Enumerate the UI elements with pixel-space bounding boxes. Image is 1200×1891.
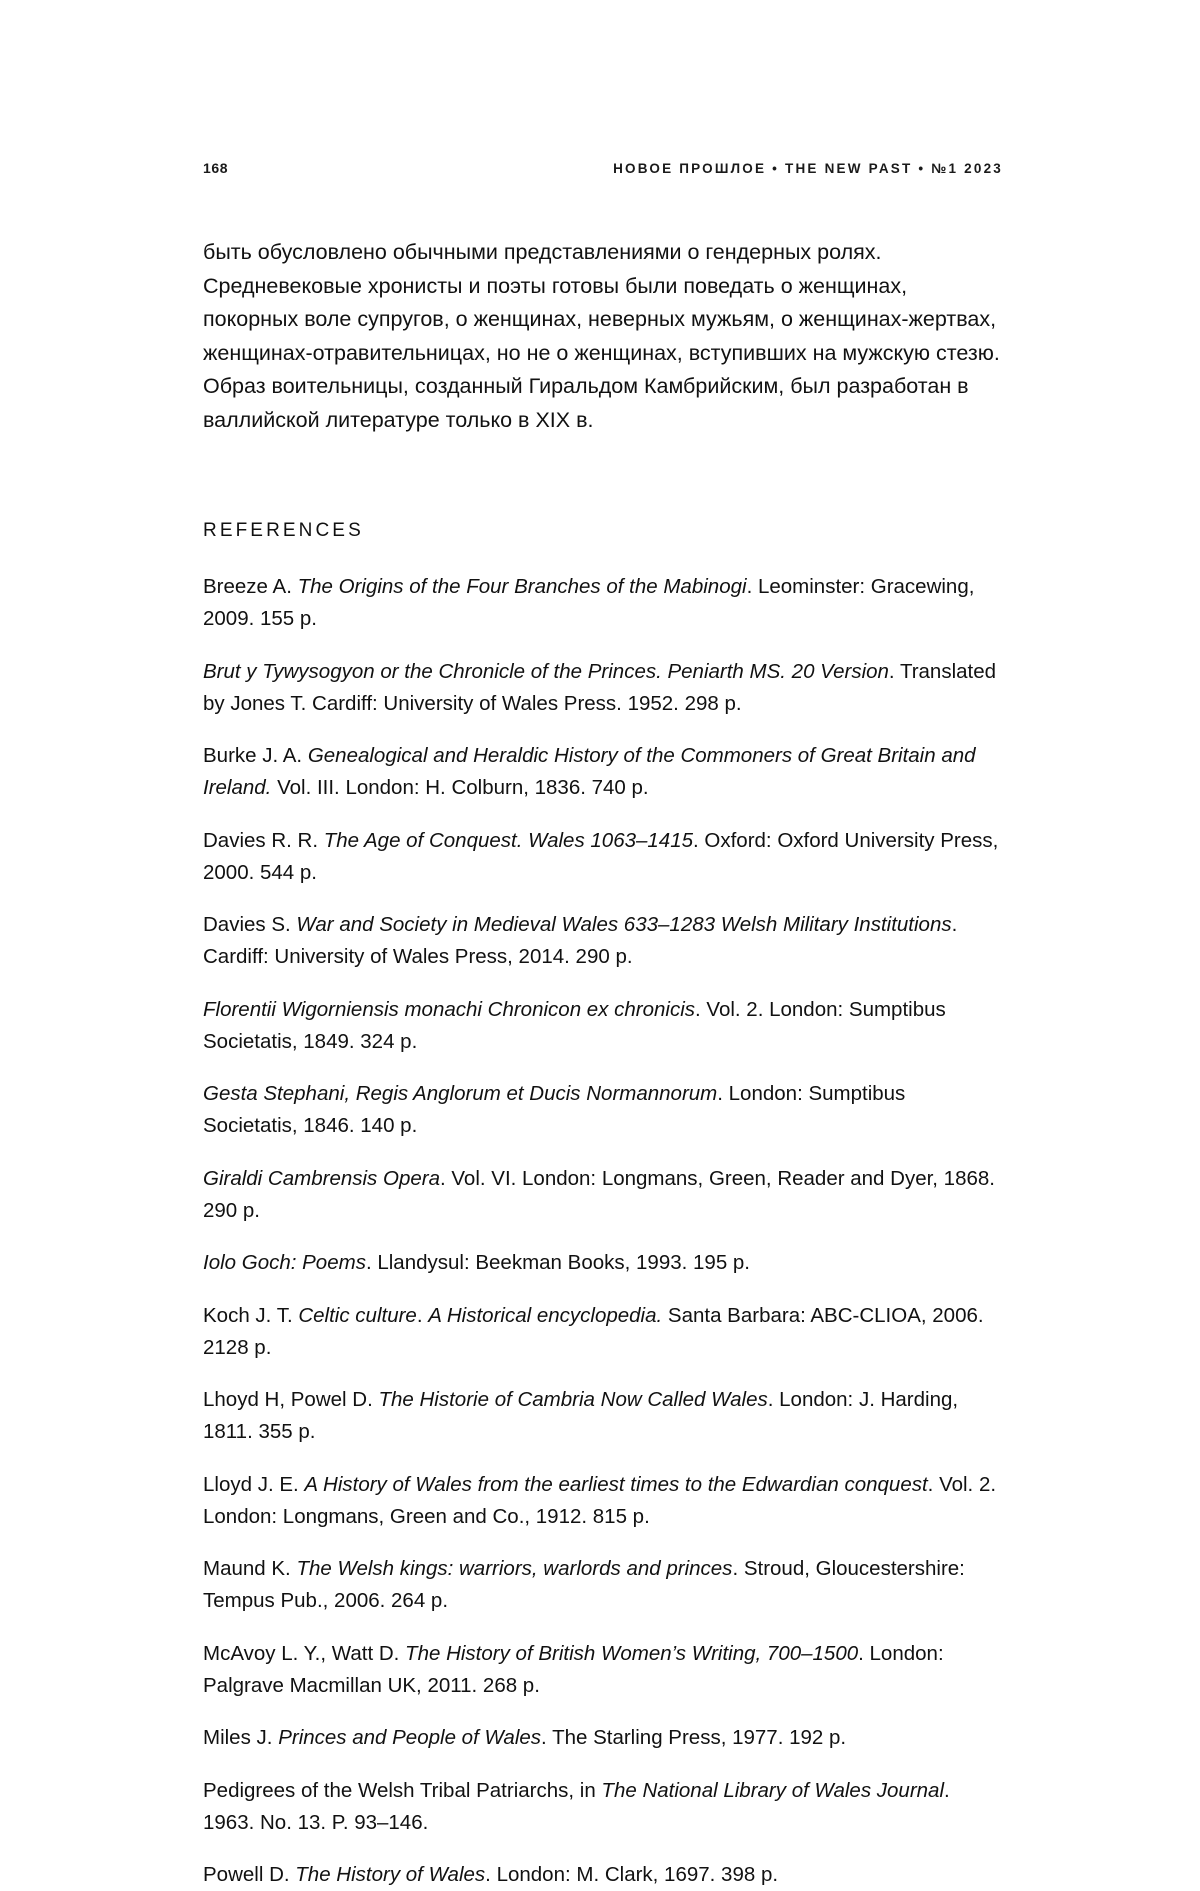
- page-number: 168: [203, 160, 229, 176]
- reference-item: [203, 1469, 1003, 1533]
- reference-item: [203, 1163, 1003, 1227]
- reference-text: Miles J.: [203, 1726, 279, 1749]
- reference-title: Florentii Wigorniensis monachi Chronicon ex chronicis: [203, 997, 696, 1021]
- reference-text: Lhoyd H, Powel D.: [203, 1388, 379, 1411]
- reference-text: . Cardiff: University of Wales Press, 2014. 290 p.: [203, 913, 958, 968]
- reference-text: .: [416, 1303, 429, 1327]
- reference-text: Koch J. T.: [203, 1303, 299, 1327]
- reference-title: A History of Wales from the earliest times to the Edwardian conquest: [304, 1472, 928, 1496]
- reference-text: . Vol. 2. London: Sumptibus Societatis, 1849. 324 p.: [203, 997, 946, 1053]
- reference-item: [203, 1247, 1003, 1279]
- references-list: [203, 571, 1003, 1891]
- reference-title: The Historie of Cambria Now Called Wales: [378, 1388, 768, 1411]
- reference-item: [203, 1775, 1003, 1839]
- reference-title: Genealogical and Heraldic History of the Commoners of Great Britain and Ireland.: [203, 744, 976, 799]
- reference-title: The History of Wales: [295, 1863, 486, 1886]
- reference-title: Giraldi Cambrensis Opera: [203, 1166, 440, 1190]
- reference-text: . Vol. 2. London: Longmans, Green and Co., 1912. 815 p.: [203, 1472, 997, 1528]
- reference-title: The National Library of Wales Journal: [601, 1778, 945, 1802]
- reference-text: Breeze A.: [203, 575, 298, 598]
- reference-text: Davies R. R.: [203, 828, 324, 852]
- reference-text: . 1963. No. 13. P. 93–146.: [203, 1778, 950, 1834]
- reference-text: Lloyd J. E.: [203, 1472, 305, 1496]
- reference-text: . Leominster: Gracewing, 2009. 155 p.: [203, 575, 975, 630]
- reference-text: Vol. III. London: H. Colburn, 1836. 740 p.: [271, 776, 649, 799]
- reference-text: Powell D.: [203, 1863, 296, 1886]
- reference-text: . London: Sumptibus Societatis, 1846. 140 p.: [203, 1082, 906, 1137]
- reference-item: [203, 1553, 1003, 1617]
- page-content: [203, 0, 1003, 1891]
- reference-text: . Llandysul: Beekman Books, 1993. 195 p.: [365, 1251, 751, 1274]
- reference-text: Burke J. A.: [203, 744, 308, 767]
- reference-text: . Oxford: Oxford University Press, 2000. 544 p.: [203, 828, 999, 884]
- reference-title: Gesta Stephani, Regis Anglorum et Ducis Normannorum: [203, 1082, 718, 1105]
- reference-item: [203, 740, 1003, 804]
- references-heading: REFERENCES: [203, 520, 364, 541]
- reference-text: . London: M. Clark, 1697. 398 p.: [485, 1863, 779, 1886]
- reference-item: [203, 1300, 1003, 1364]
- reference-item: [203, 1078, 1003, 1142]
- reference-title: Celtic culture: [298, 1303, 417, 1327]
- reference-text: . Vol. VI. London: Longmans, Green, Reader and Dyer, 1868. 290 p.: [203, 1166, 995, 1222]
- reference-item: [203, 1859, 1003, 1891]
- reference-text: . Stroud, Gloucestershire: Tempus Pub., 2006. 264 p.: [203, 1557, 965, 1612]
- running-head: [203, 160, 1003, 176]
- reference-text: Maund K.: [203, 1557, 297, 1580]
- reference-title: The Welsh kings: warriors, warlords and princes: [296, 1557, 733, 1580]
- reference-item: [203, 909, 1003, 973]
- reference-item: [203, 825, 1003, 889]
- reference-title: Iolo Goch: Poems: [203, 1251, 366, 1274]
- body-paragraph: быть обусловлено обычными представлениями о гендерных ролях. Средневековые хронисты и поэты готовы были поведать о женщинах, покорных воле супругов, о женщинах, неверных мужьям, о женщинах-жертвах, женщинах-отравительницах, но не о женщинах, вступивших на мужскую стезю. Образ воительницы, созданный Гиральдом Камбрийским, был разработан в валлийской литературе только в XIX в.: [203, 240, 1000, 432]
- reference-title: War and Society in Medieval Wales 633–1283 Welsh Military Institutions: [296, 913, 952, 936]
- reference-text: . London: J. Harding, 1811. 355 p.: [203, 1388, 959, 1443]
- reference-text: Pedigrees of the Welsh Tribal Patriarchs, in: [203, 1778, 602, 1802]
- reference-text: . The Starling Press, 1977. 192 p.: [541, 1726, 847, 1749]
- reference-title: The History of British Women’s Writing, 700–1500: [405, 1641, 859, 1665]
- reference-text: . Translated by Jones T. Cardiff: University of Wales Press. 1952. 298 p.: [203, 659, 997, 715]
- reference-text: Santa Barbara: ABC-CLIOA, 2006. 2128 p.: [203, 1303, 984, 1359]
- reference-item: [203, 1384, 1003, 1448]
- reference-item: [203, 1638, 1003, 1702]
- reference-item: [203, 656, 1003, 720]
- reference-title: Brut y Tywysogyon or the Chronicle of the Princes. Peniarth MS. 20 Version: [203, 659, 889, 683]
- reference-item: [203, 1722, 1003, 1754]
- reference-item: [203, 994, 1003, 1058]
- reference-title: The Origins of the Four Branches of the Mabinogi: [297, 575, 747, 598]
- reference-text: . London: Palgrave Macmillan UK, 2011. 268 p.: [203, 1641, 944, 1697]
- journal-title: НОВОЕ ПРОШЛОЕ • THE NEW PAST • №1 2023: [613, 161, 1003, 176]
- reference-title: The Age of Conquest. Wales 1063–1415: [323, 828, 694, 852]
- reference-title: Princes and People of Wales: [278, 1726, 542, 1749]
- reference-text: Davies S.: [203, 913, 297, 936]
- reference-text: McAvoy L. Y., Watt D.: [203, 1641, 406, 1665]
- reference-title: A Historical encyclopedia.: [428, 1303, 663, 1327]
- reference-item: [203, 571, 1003, 635]
